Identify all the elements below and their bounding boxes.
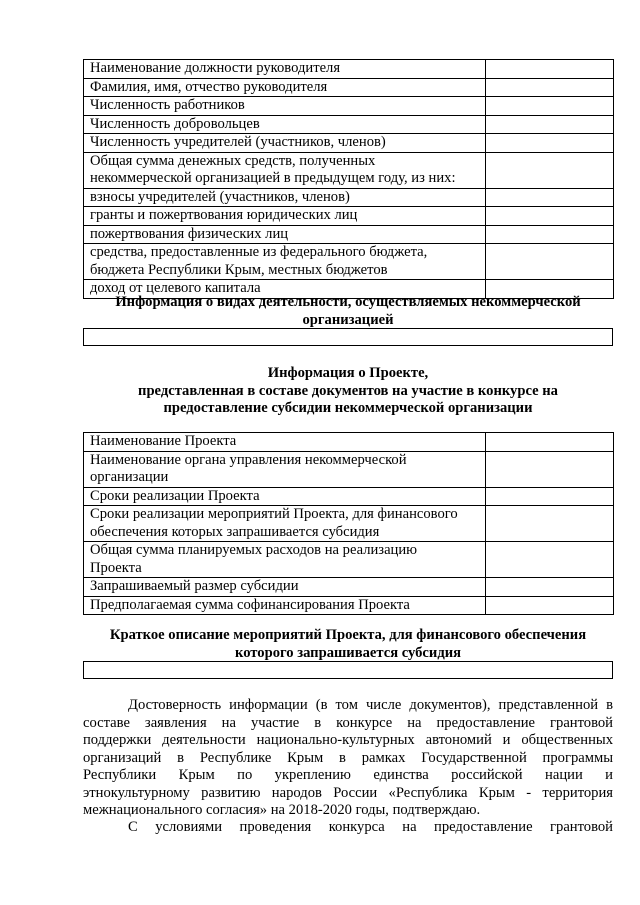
row-label: [84, 134, 486, 153]
paragraph-line: Республики Крым по укреплению единства российской нации и: [83, 767, 613, 783]
heading-line: предоставление субсидии некоммерческой организации: [163, 400, 533, 416]
heading-line: представленная в составе документов на участие в конкурсе на: [138, 382, 558, 399]
row-label: [84, 225, 486, 244]
paragraph-line: С условиями проведения конкурса на предоставление грантовой: [128, 819, 613, 835]
row-value-cell[interactable]: [486, 97, 614, 116]
row-value-cell[interactable]: [486, 244, 614, 280]
organization-info-table: [83, 59, 614, 299]
paragraph-line: межнационального согласия» на 2018-2020 годы, подтверждаю.: [83, 802, 481, 818]
row-label: [84, 244, 486, 280]
row-label-line: доход от целевого капитала: [90, 280, 261, 296]
row-value-cell[interactable]: [486, 60, 614, 79]
heading-line: Информация о видах деятельности, осуществляемых некоммерческой: [115, 294, 581, 310]
heading-line: которого запрашивается субсидия: [234, 644, 462, 661]
row-value-cell[interactable]: [486, 487, 614, 506]
project-info-heading: [83, 365, 613, 418]
row-label-line: обеспечения которых запрашивается субсидия: [90, 523, 380, 540]
table-row: [84, 451, 614, 487]
row-label: [84, 487, 486, 506]
project-info-table: [83, 432, 614, 615]
row-value-cell[interactable]: [486, 578, 614, 597]
row-label: [84, 78, 486, 97]
row-value-cell[interactable]: [486, 596, 614, 615]
heading-line: Информация о Проекте,: [267, 365, 429, 381]
brief-description-field[interactable]: [83, 661, 613, 679]
row-label-line: Запрашиваемый размер субсидии: [90, 578, 299, 594]
paragraph-line: составе заявления на участие в конкурсе на предоставление грантовой: [83, 714, 613, 731]
row-value-cell[interactable]: [486, 78, 614, 97]
table-row: [84, 115, 614, 134]
table-row: [84, 225, 614, 244]
row-label-line: Наименование органа управления некоммерческой: [90, 451, 407, 468]
row-value-cell[interactable]: [486, 207, 614, 226]
row-label-line: Сроки реализации Проекта: [90, 487, 260, 504]
row-label-line: Сроки реализации мероприятий Проекта, для финансового: [90, 506, 458, 522]
table-row: [84, 542, 614, 578]
conditions-paragraph: [83, 819, 613, 837]
row-value-cell[interactable]: [486, 506, 614, 542]
table-row: [84, 134, 614, 153]
row-label: [84, 115, 486, 134]
row-label: [84, 433, 486, 452]
row-label: [84, 506, 486, 542]
table-row: [84, 188, 614, 207]
row-label-line: Численность работников: [90, 97, 245, 113]
table-row: [84, 596, 614, 615]
row-label-line: Общая сумма денежных средств, полученных: [90, 152, 376, 169]
table-row: [84, 578, 614, 597]
row-label: [84, 451, 486, 487]
row-label-line: средства, предоставленные из федерального бюджета,: [90, 244, 428, 260]
row-label-line: организации: [90, 469, 169, 485]
paragraph-line: поддержки деятельности национально-культурных автономий и общественных: [83, 732, 613, 748]
row-label: [84, 188, 486, 207]
table-row: [84, 487, 614, 506]
row-label-line: Численность учредителей (участников, членов): [90, 134, 386, 150]
row-label-line: Фамилия, имя, отчество руководителя: [90, 78, 328, 95]
row-label: [84, 97, 486, 116]
table-row: [84, 60, 614, 79]
row-label-line: Общая сумма планируемых расходов на реализацию: [90, 542, 418, 558]
activity-types-field[interactable]: [83, 328, 613, 346]
row-value-cell[interactable]: [486, 134, 614, 153]
row-label-line: Наименование Проекта: [90, 433, 237, 449]
row-label-line: некоммерческой организацией в предыдущем году, из них:: [90, 170, 456, 186]
row-label-line: Предполагаемая сумма софинансирования Проекта: [90, 596, 410, 613]
row-label-line: пожертвования физических лиц: [90, 225, 289, 242]
activity-types-heading: [83, 294, 613, 329]
row-label-line: Проекта: [90, 559, 142, 576]
row-label: [84, 596, 486, 615]
row-value-cell[interactable]: [486, 451, 614, 487]
row-label: [84, 578, 486, 597]
row-label-line: гранты и пожертвования юридических лиц: [90, 207, 358, 223]
row-value-cell[interactable]: [486, 225, 614, 244]
brief-description-heading: [83, 627, 613, 662]
heading-line: Краткое описание мероприятий Проекта, для финансового обеспечения: [109, 627, 587, 643]
row-label: [84, 60, 486, 79]
certification-paragraph: [83, 697, 613, 820]
paragraph-line: организаций в Республике Крым в рамках Государственной программы: [83, 749, 613, 766]
row-label: [84, 207, 486, 226]
table-row: [84, 433, 614, 452]
row-value-cell[interactable]: [486, 433, 614, 452]
table-row: [84, 207, 614, 226]
table-row: [84, 244, 614, 280]
row-label-line: Наименование должности руководителя: [90, 60, 341, 76]
table-row: [84, 97, 614, 116]
table-row: [84, 506, 614, 542]
row-value-cell[interactable]: [486, 115, 614, 134]
row-value-cell[interactable]: [486, 542, 614, 578]
table-row: [84, 152, 614, 188]
row-label-line: взносы учредителей (участников, членов): [90, 188, 350, 205]
row-label-line: бюджета Республики Крым, местных бюджетов: [90, 261, 388, 278]
row-label-line: Численность добровольцев: [90, 115, 260, 132]
row-value-cell[interactable]: [486, 152, 614, 188]
paragraph-line: Достоверность информации (в том числе документов), представленной в: [128, 697, 613, 713]
row-value-cell[interactable]: [486, 188, 614, 207]
row-label: [84, 152, 486, 188]
row-label: [84, 542, 486, 578]
paragraph-line: этнокультурному развитию народов России «Республика Крым - территория: [83, 784, 613, 801]
table-row: [84, 78, 614, 97]
heading-line: организацией: [302, 311, 394, 328]
